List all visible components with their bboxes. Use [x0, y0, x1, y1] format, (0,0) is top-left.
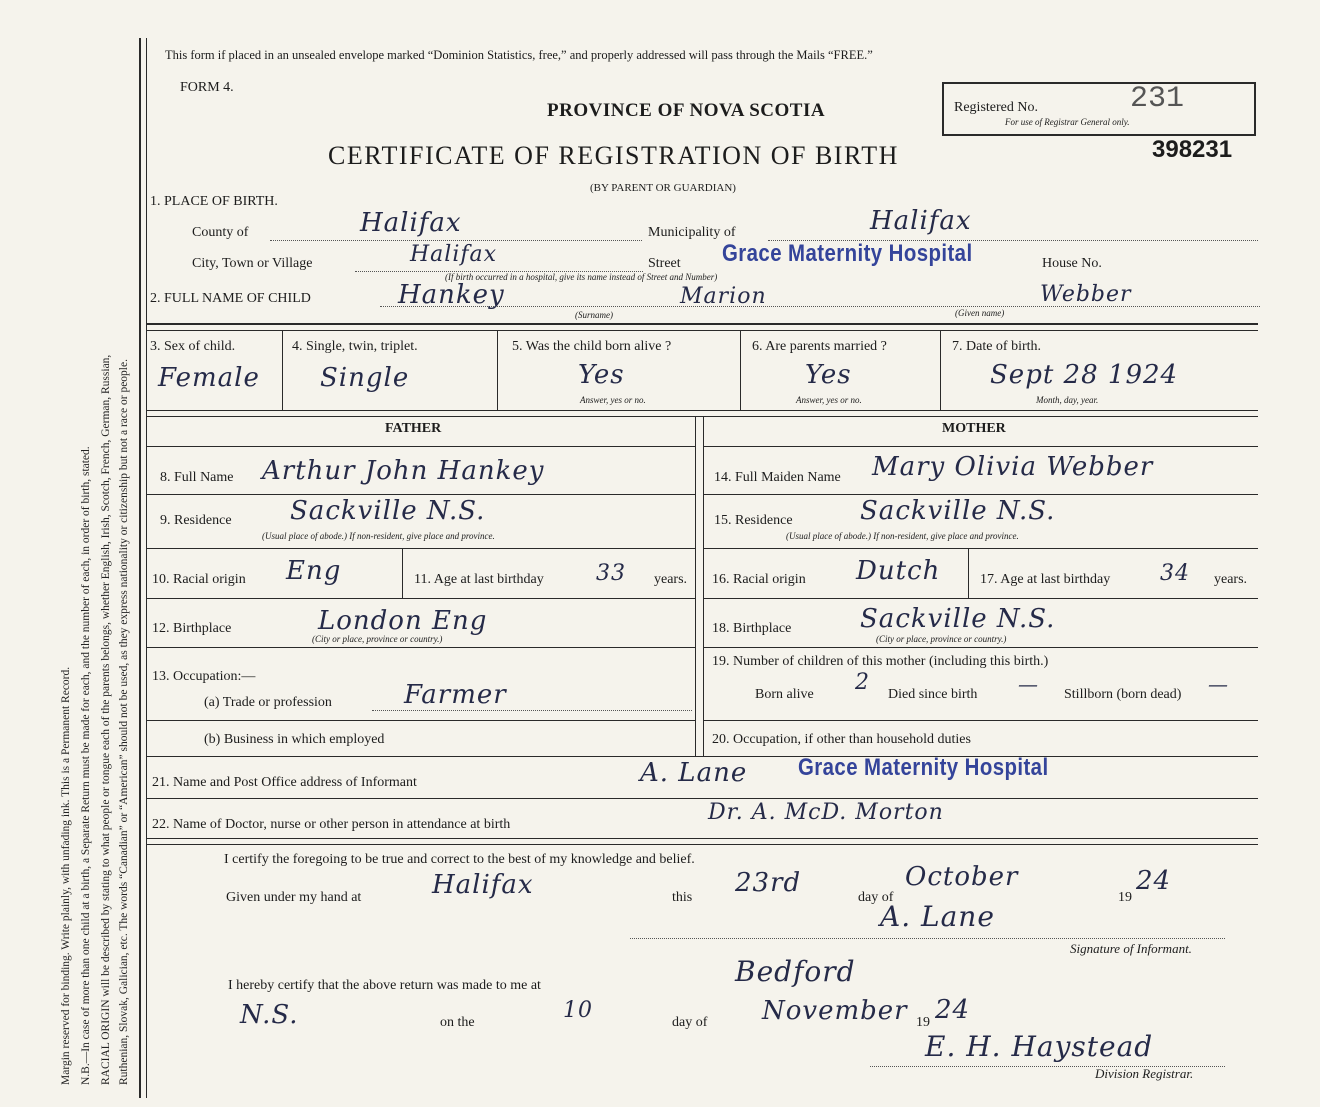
street-label: Street	[648, 256, 681, 271]
father-years: years.	[654, 572, 688, 587]
father-abode-caption: (Usual place of abode.) If non-resident, give place and province.	[262, 531, 495, 541]
doctor-label: 22. Name of Doctor, nurse or other person in attendance at birth	[152, 817, 511, 832]
father-name-label: 8. Full Name	[160, 470, 234, 485]
married-caption: Answer, yes or no.	[796, 395, 862, 405]
county-label: County of	[192, 225, 249, 240]
mother-residence-label: 15. Residence	[714, 513, 793, 528]
street-hospital-stamp: Grace Maternity Hospital	[722, 240, 973, 267]
municipality-label: Municipality of	[648, 225, 736, 240]
dob-caption: Month, day, year.	[1036, 395, 1099, 405]
hospital-note: (If birth occurred in a hospital, give its name instead of Street and Number)	[445, 272, 718, 282]
registrar-use-note: For use of Registrar General only.	[1005, 117, 1130, 127]
born-alive-value: Yes	[578, 360, 625, 390]
informant-label: 21. Name and Post Office address of Informant	[152, 775, 417, 790]
certificate-subtitle: (BY PARENT OR GUARDIAN)	[590, 182, 736, 194]
children-count-label: 19. Number of children of this mother (including this birth.)	[712, 654, 1049, 669]
mother-occupation-label: 20. Occupation, if other than household duties	[712, 732, 971, 747]
surname-caption: (Surname)	[575, 310, 613, 320]
postal-note: This form if placed in an unsealed envelope marked “Dominion Statistics, free,” and properly addressed will pass through the Mails “FREE.”	[165, 48, 873, 62]
certificate-title: CERTIFICATE OF REGISTRATION OF BIRTH	[328, 141, 899, 170]
given-month: October	[905, 862, 1019, 892]
dob-value: Sept 28 1924	[990, 360, 1179, 390]
born-alive-label: 5. Was the child born alive ?	[512, 339, 672, 354]
form-number: FORM 4.	[180, 80, 234, 95]
this-label: this	[672, 890, 693, 905]
child-surname: Hankey	[398, 280, 505, 310]
registered-number: 231	[1130, 82, 1185, 116]
mother-age-value: 34	[1160, 561, 1190, 586]
margin-border-inner	[146, 38, 147, 1098]
doctor-value: Dr. A. McD. Morton	[708, 800, 944, 825]
father-trade-label: (a) Trade or profession	[204, 695, 332, 710]
certify-text: I certify the foregoing to be true and correct to the best of my knowledge and belief.	[224, 852, 695, 867]
stillborn-value: —	[1208, 672, 1229, 696]
registrar-caption: Division Registrar.	[1095, 1066, 1194, 1081]
died-since-birth-value: —	[1018, 672, 1039, 696]
signature-caption: Signature of Informant.	[1070, 941, 1192, 956]
given-year-prefix: 19	[1118, 890, 1132, 905]
informant-signature: A. Lane	[880, 900, 995, 933]
mother-name-label: 14. Full Maiden Name	[714, 470, 841, 485]
father-birthplace-value: London Eng	[318, 606, 488, 636]
father-birthplace-label: 12. Birthplace	[152, 621, 232, 636]
given-name-caption: (Given name)	[955, 308, 1005, 318]
born-alive-count-label: Born alive	[755, 687, 814, 702]
municipality-value: Halifax	[870, 206, 972, 236]
margin-instruction-2: N.B.—In case of more than one child at a birth, a Separate Return must be made for each, and the number of each, in order of birth, stated.	[80, 446, 92, 1085]
mother-race-value: Dutch	[856, 556, 941, 586]
father-trade-value: Farmer	[404, 680, 507, 710]
mother-heading: MOTHER	[942, 421, 1006, 436]
given-year: 24	[1136, 866, 1172, 896]
margin-instruction-4: Ruthenian, Slovak, Galician, etc. The words “Canadian” or “American” should not be used, as they express nationality or citizenship but not a race or people.	[118, 359, 130, 1085]
registered-label: Registered No.	[954, 100, 1038, 115]
stamp-number: 398231	[1152, 136, 1233, 163]
father-age-value: 33	[596, 561, 626, 586]
margin-border	[139, 38, 141, 1098]
registrar-text: I hereby certify that the above return was made to me at	[228, 978, 541, 993]
child-given-name-2: Webber	[1040, 282, 1132, 307]
reg-day-of-label: day of	[672, 1015, 708, 1030]
day-of-label: day of	[858, 890, 894, 905]
father-residence-value: Sackville N.S.	[290, 496, 486, 526]
place-of-birth-label: 1. PLACE OF BIRTH.	[150, 194, 278, 209]
father-occupation-label: 13. Occupation:—	[152, 669, 256, 684]
father-business-label: (b) Business in which employed	[204, 732, 385, 747]
registrar-month: November	[762, 996, 908, 1026]
plurality-value: Single	[320, 363, 410, 393]
registrar-year: 24	[935, 995, 971, 1025]
father-race-value: Eng	[286, 556, 342, 586]
mother-age-label: 17. Age at last birthday	[980, 572, 1111, 587]
informant-hospital-stamp: Grace Maternity Hospital	[798, 754, 1049, 781]
given-day: 23rd	[735, 868, 802, 898]
died-since-birth-label: Died since birth	[888, 687, 978, 702]
house-label: House No.	[1042, 256, 1102, 271]
given-at-label: Given under my hand at	[226, 890, 362, 905]
registrar-year-prefix: 19	[916, 1015, 930, 1030]
city-value: Halifax	[410, 242, 498, 267]
registrar-place-2: N.S.	[240, 1000, 299, 1030]
county-value: Halifax	[360, 208, 462, 238]
dob-label: 7. Date of birth.	[952, 339, 1042, 354]
stillborn-label: Stillborn (born dead)	[1064, 687, 1182, 702]
mother-name-value: Mary Olivia Webber	[872, 452, 1154, 482]
child-name-label: 2. FULL NAME OF CHILD	[150, 291, 311, 306]
father-age-label: 11. Age at last birthday	[414, 572, 544, 587]
father-residence-label: 9. Residence	[160, 513, 232, 528]
father-name-value: Arthur John Hankey	[262, 456, 545, 486]
mother-birthplace-value: Sackville N.S.	[860, 604, 1056, 634]
sex-label: 3. Sex of child.	[150, 339, 236, 354]
margin-instruction-1: Margin reserved for binding. Write plainly, with unfading ink. This is a Permanent Record.	[60, 666, 72, 1085]
father-birthplace-caption: (City or place, province or country.)	[312, 634, 443, 644]
mother-abode-caption: (Usual place of abode.) If non-resident, give place and province.	[786, 531, 1019, 541]
father-heading: FATHER	[385, 421, 442, 436]
mother-birthplace-caption: (City or place, province or country.)	[876, 634, 1007, 644]
mother-residence-value: Sackville N.S.	[860, 496, 1056, 526]
mother-race-label: 16. Racial origin	[712, 572, 806, 587]
parents-married-label: 6. Are parents married ?	[752, 339, 887, 354]
city-label: City, Town or Village	[192, 256, 313, 271]
province-heading: PROVINCE OF NOVA SCOTIA	[547, 100, 826, 121]
born-alive-caption: Answer, yes or no.	[580, 395, 646, 405]
registrar-day: 10	[563, 998, 593, 1023]
registrar-signature: E. H. Haystead	[925, 1030, 1154, 1063]
mother-birthplace-label: 18. Birthplace	[712, 621, 792, 636]
given-at-place: Halifax	[432, 870, 534, 900]
child-given-name-1: Marion	[680, 284, 767, 309]
sex-value: Female	[158, 363, 260, 393]
plurality-label: 4. Single, twin, triplet.	[292, 339, 418, 354]
informant-name: A. Lane	[640, 758, 748, 788]
born-alive-count-value: 2	[855, 670, 870, 695]
parents-married-value: Yes	[805, 360, 852, 390]
mother-years: years.	[1214, 572, 1248, 587]
on-the-label: on the	[440, 1015, 475, 1030]
margin-instruction-3: RACIAL ORIGIN will be described by stating to what people or tongue each of the parents belongs, whether English, Irish, Scotch, French, German, Russian,	[100, 354, 112, 1085]
registrar-place: Bedford	[735, 955, 856, 988]
father-race-label: 10. Racial origin	[152, 572, 246, 587]
